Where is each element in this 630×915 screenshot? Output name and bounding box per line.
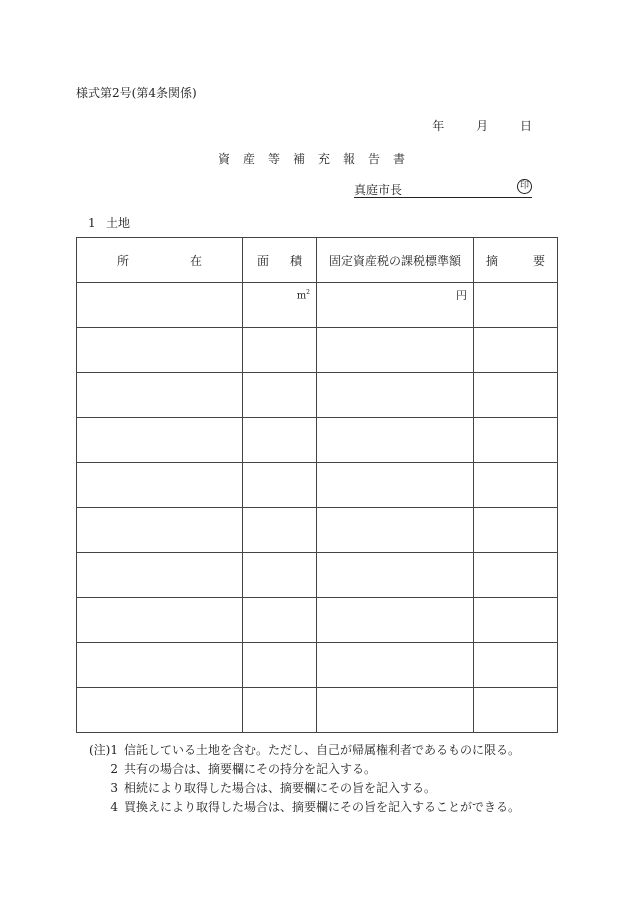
area-cell[interactable] [243, 598, 317, 643]
location-cell[interactable] [77, 418, 243, 463]
remarks-cell[interactable] [474, 373, 558, 418]
notes [76, 741, 520, 817]
note-prefix: 2 [110, 762, 118, 776]
location-cell[interactable] [77, 283, 243, 328]
note-prefix: 3 [110, 781, 118, 795]
tax-standard-cell[interactable] [317, 283, 474, 328]
area-cell[interactable] [243, 553, 317, 598]
date-month-label: 月 [476, 119, 489, 133]
table-row [77, 283, 558, 328]
header-area: 面 積 [243, 238, 317, 283]
tax-standard-cell[interactable] [317, 418, 474, 463]
remarks-cell[interactable] [474, 598, 558, 643]
tax-standard-cell[interactable] [317, 598, 474, 643]
remarks-cell[interactable] [474, 643, 558, 688]
remarks-cell[interactable] [474, 508, 558, 553]
area-cell[interactable] [243, 373, 317, 418]
amount-unit: 円 [456, 289, 467, 302]
tax-standard-cell[interactable] [317, 553, 474, 598]
table-row [77, 553, 558, 598]
location-cell[interactable] [77, 373, 243, 418]
location-cell[interactable] [77, 688, 243, 733]
header-remarks: 摘 要 [474, 238, 558, 283]
form-number: 様式第2号(第4条関係) [76, 86, 197, 100]
note-item [76, 760, 520, 779]
note-text: 共有の場合は、摘要欄にその持分を記入する。 [124, 762, 377, 776]
land-table [76, 237, 558, 733]
remarks-cell[interactable] [474, 463, 558, 508]
area-cell[interactable] [243, 508, 317, 553]
date-day-label: 日 [519, 119, 532, 133]
note-item [76, 779, 520, 798]
area-cell[interactable] [243, 463, 317, 508]
date-line [432, 117, 532, 134]
table-header-row [77, 238, 558, 283]
note-prefix: 4 [110, 800, 118, 814]
note-text: 相続により取得した場合は、摘要欄にその旨を記入する。 [124, 781, 437, 795]
table-row [77, 373, 558, 418]
area-unit: $m^2$ [296, 288, 310, 302]
area-cell[interactable] [243, 283, 317, 328]
location-cell[interactable] [77, 508, 243, 553]
remarks-cell[interactable] [474, 418, 558, 463]
addressee-name: 真庭市長 [354, 183, 403, 197]
remarks-cell[interactable] [474, 283, 558, 328]
tax-standard-cell[interactable] [317, 508, 474, 553]
note-text: 買換えにより取得した場合は、摘要欄にその旨を記入することができる。 [124, 800, 521, 814]
location-cell[interactable] [77, 463, 243, 508]
table-row [77, 598, 558, 643]
tax-standard-cell[interactable] [317, 373, 474, 418]
tax-standard-cell[interactable] [317, 643, 474, 688]
header-location: 所 在 [77, 238, 243, 283]
table-row [77, 463, 558, 508]
note-prefix: (注)1 [89, 743, 118, 757]
table-row [77, 328, 558, 373]
area-cell[interactable] [243, 688, 317, 733]
tax-standard-cell[interactable] [317, 463, 474, 508]
note-item [76, 741, 520, 760]
tax-standard-cell[interactable] [317, 328, 474, 373]
header-tax-standard: 固定資産税の課税標準額 [317, 238, 474, 283]
document-title: 資産等補充報告書 [217, 152, 418, 166]
addressee-line [354, 181, 532, 198]
seal-mark: 印 [517, 179, 532, 194]
table-row [77, 643, 558, 688]
section-label: 土地 [106, 216, 131, 230]
note-item [76, 798, 520, 817]
location-cell[interactable] [77, 598, 243, 643]
table-row [77, 688, 558, 733]
location-cell[interactable] [77, 328, 243, 373]
section-number: 1 [88, 216, 96, 230]
table-row [77, 418, 558, 463]
area-cell[interactable] [243, 418, 317, 463]
date-year-label: 年 [432, 119, 445, 133]
note-text: 信託している土地を含む。ただし、自己が帰属権利者であるものに限る。 [124, 743, 521, 757]
area-cell[interactable] [243, 328, 317, 373]
remarks-cell[interactable] [474, 688, 558, 733]
remarks-cell[interactable] [474, 553, 558, 598]
location-cell[interactable] [77, 553, 243, 598]
location-cell[interactable] [77, 643, 243, 688]
tax-standard-cell[interactable] [317, 688, 474, 733]
remarks-cell[interactable] [474, 328, 558, 373]
table-row [77, 508, 558, 553]
area-cell[interactable] [243, 643, 317, 688]
section-heading [88, 214, 130, 231]
